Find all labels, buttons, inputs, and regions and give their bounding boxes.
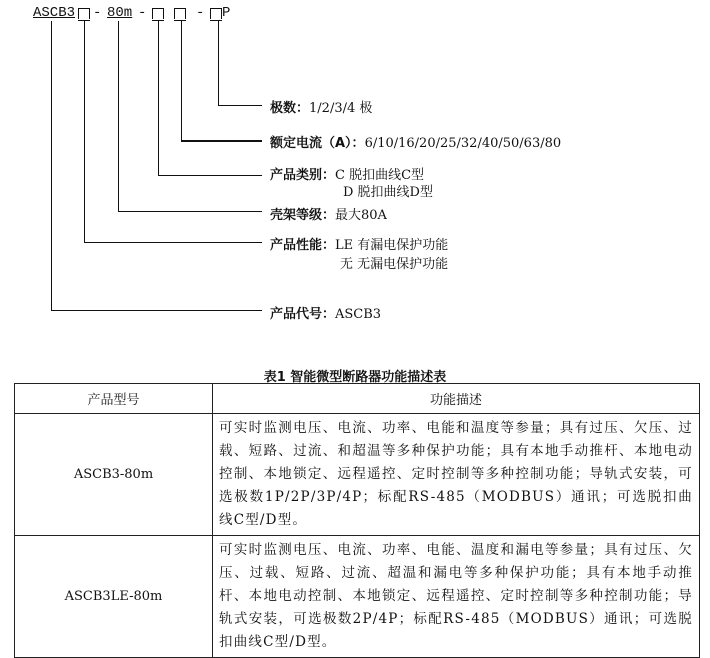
code-dash: -: [138, 5, 147, 21]
code-pole-suffix: P: [222, 5, 231, 21]
label-rated-current: 额定电流（A）：6/10/16/20/25/32/40/50/63/80: [270, 136, 562, 151]
model-cell: ASCB3-80m: [15, 414, 213, 536]
table-row: [15, 414, 700, 536]
label-performance: 产品性能：LE 有漏电保护功能: [270, 238, 449, 253]
label-poles: 极数：1/2/3/4 极: [270, 101, 373, 116]
function-table: [14, 383, 700, 658]
table-caption: 表1 智能微型断路器功能描述表: [263, 370, 447, 385]
label-category-d: D 脱扣曲线D型: [343, 185, 433, 200]
code-slot-category: [152, 8, 164, 19]
header-model: 产品型号: [15, 384, 213, 414]
code-prefix: ASCB3: [33, 5, 76, 21]
label-frame: 壳架等级：最大80A: [270, 208, 387, 223]
code-frame: 80m: [107, 5, 133, 21]
table-header-row: [15, 384, 700, 414]
model-cell: ASCB3LE-80m: [15, 536, 213, 658]
label-product-code: 产品代号：ASCB3: [270, 307, 382, 322]
code-dash: -: [93, 5, 102, 21]
code-slot-poles: [210, 8, 222, 19]
code-slot-current: [174, 8, 186, 19]
label-performance-none: 无 无漏电保护功能: [340, 257, 449, 272]
code-slot-performance: [78, 8, 90, 19]
description-cell: 可实时监测电压、电流、功率、电能、温度和漏电等参量；具有过压、欠压、过载、短路、过流、超温和漏电等多种保护功能；具有本地手动推杆、本地电动控制、本地锁定、远程遥控、定时控制等多种控制功能；导轨式安装，可选极数2P/4P；标配RS-485（MODBUS）通讯；可选脱扣曲线C型/D型。: [213, 536, 700, 658]
description-cell: 可实时监测电压、电流、功率、电能和温度等参量；具有过压、欠压、过载、短路、过流、和超温等多种保护功能；具有本地手动推杆、本地电动控制、本地锁定、远程遥控、定时控制等多种控制功能；导轨式安装，可选极数1P/2P/3P/4P；标配RS-485（MODBUS）通讯；可选脱扣曲线C型/D型。: [213, 414, 700, 536]
table-row: [15, 536, 700, 658]
label-category: 产品类别：C 脱扣曲线C型: [270, 168, 425, 183]
code-dash: -: [196, 5, 205, 21]
header-description: 功能描述: [213, 384, 700, 414]
